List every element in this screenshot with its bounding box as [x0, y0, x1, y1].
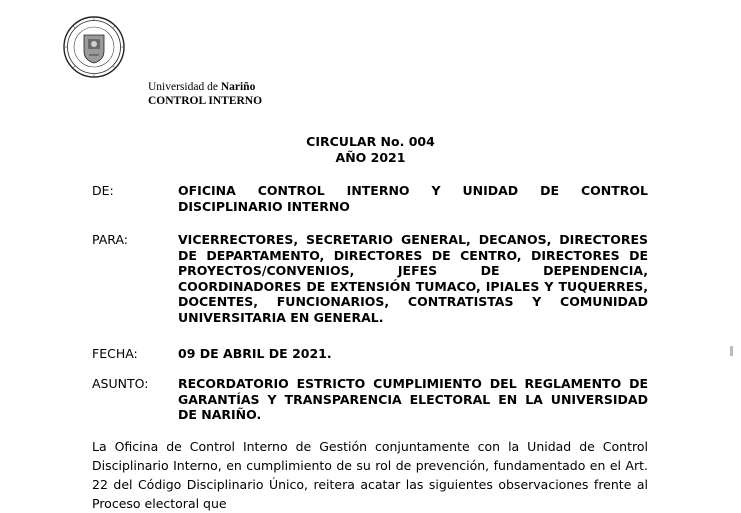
institution-header [148, 80, 262, 108]
asunto-value: RECORDATORIO ESTRICTO CUMPLIMIENTO DEL REGLAMENTO DE GARANTÍAS Y TRANSPARENCIA ELECTORAL EN LA UNIVERSIDAD DE NARIÑO. [178, 376, 648, 422]
page-edge-mark [730, 346, 733, 356]
de-value: OFICINA CONTROL INTERNO Y UNIDAD DE CONTROL DISCIPLINARIO INTERNO [178, 183, 648, 214]
circular-year: AÑO 2021 [335, 150, 406, 165]
institution-name: Universidad de Nariño [148, 81, 256, 93]
fecha-value: 09 DE ABRIL DE 2021. [178, 346, 332, 361]
para-label: PARA: [92, 232, 129, 247]
de-label: DE: [92, 183, 114, 198]
university-seal-icon [62, 15, 126, 79]
office-name: CONTROL INTERNO [148, 95, 263, 107]
fecha-label: FECHA: [92, 346, 138, 361]
circular-title [0, 134, 741, 166]
para-value: VICERRECTORES, SECRETARIO GENERAL, DECANOS, DIRECTORES DE DEPARTAMENTO, DIRECTORES DE CENTRO, DIRECTORES DE PROYECTOS/CONVENIOS, JEFES DE DEPENDENCIA, COORDINADORES DE EXTENSIÓN TUMACO, IPIALES Y TUQUERRES, DOCENTES, FUNCIONARIOS, CONTRATISTAS Y COMUNIDAD UNIVERSITARIA EN GENERAL. [178, 232, 648, 325]
body-paragraph: La Oficina de Control Interno de Gestión conjuntamente con la Unidad de Control Disciplinario Interno, en cumplimiento de su rol de prevención, fundamentado en el Art. 22 del Código Disciplinario Único, reitera acatar las siguientes observaciones frente al Proceso electoral que [92, 439, 648, 511]
asunto-label: ASUNTO: [92, 376, 149, 391]
circular-number: CIRCULAR No. 004 [306, 134, 435, 149]
